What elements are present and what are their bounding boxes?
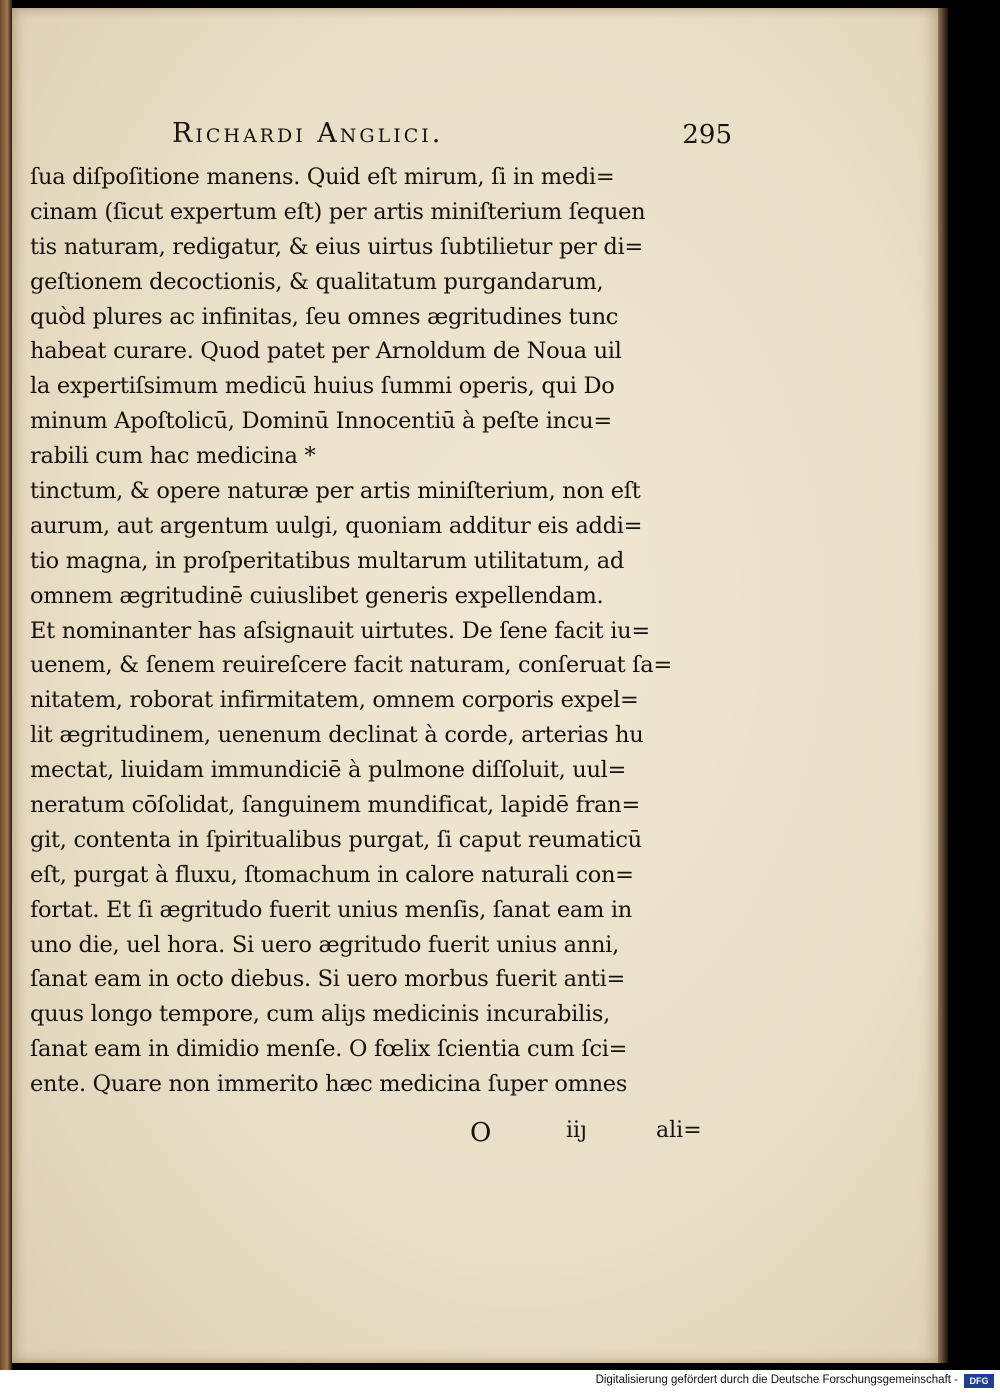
text-line: omnem ægritudinē cuiuslibet generis expellendam. [30, 582, 604, 609]
text-line: tis naturam, redigatur, & eius uirtus ſubtilietur per di= [30, 233, 643, 260]
book-page [12, 8, 938, 1363]
book-gutter-edge [0, 0, 12, 1370]
folio-number: 295 [682, 120, 732, 150]
text-line: mectat, liuidam immundiciē à pulmone diſſoluit, uul= [30, 757, 627, 784]
text-line: nitatem, roborat infirmitatem, omnem corporis expel= [30, 687, 639, 714]
text-line: tinctum, & opere naturæ per artis miniſterium, non eſt [30, 478, 641, 505]
text-line: uenem, & ſenem reuireſcere facit naturam, conſeruat ſa= [30, 652, 672, 679]
text-line: git, contenta in ſpiritualibus purgat, ſi caput reumaticū [30, 826, 642, 853]
text-line: ſanat eam in dimidio menſe. O fœlix ſcientia cum ſci= [30, 1036, 628, 1063]
text-line: lit ægritudinem, uenenum declinat à corde, arterias hu [30, 722, 644, 749]
text-line: rabili cum hac medicina * [30, 443, 316, 470]
funding-credit: Digitalisierung gefördert durch die Deutsche Forschungsgemeinschaft - [595, 1374, 958, 1386]
text-line: eſt, purgat à fluxu, ſtomachum in calore naturali con= [30, 861, 634, 888]
signature-line [470, 1118, 710, 1154]
running-title: Richardi Anglici. [172, 118, 444, 149]
text-line: tio magna, in proſperitatibus multarum utilitatum, ad [30, 547, 625, 574]
text-line: fortat. Et ſi ægritudo fuerit unius menſis, ſanat eam in [30, 896, 632, 923]
text-line: cinam (ſicut expertum eſt) per artis miniſterium ſequen [30, 198, 646, 225]
page-header [172, 118, 732, 158]
body-text [30, 160, 720, 1102]
text-line: uno die, uel hora. Si uero ægritudo fuerit unius anni, [30, 931, 619, 958]
text-line: neratum cōſolidat, ſanguinem mundificat, lapidē fran= [30, 792, 641, 819]
dfg-logo-icon: DFG [964, 1374, 994, 1388]
text-line: minum Apoſtolicū, Dominū Innocentiū à peſte incu= [30, 408, 612, 435]
text-line: ſanat eam in octo diebus. Si uero morbus fuerit anti= [30, 966, 626, 993]
text-line: quus longo tempore, cum aliȷs medicinis incurabilis, [30, 1001, 610, 1028]
text-line: quòd plures ac infinitas, ſeu omnes ægritudines tunc [30, 303, 619, 330]
signature-numeral: iiȷ [566, 1118, 587, 1143]
text-line: Et nominanter has aſsignauit uirtutes. De ſene facit iu= [30, 617, 650, 644]
catchword: ali= [656, 1118, 702, 1143]
text-line: la expertiſsimum medicū huius ſummi operis, qui Do [30, 373, 615, 400]
page-fore-edge [938, 8, 948, 1363]
credit-bar [0, 1370, 1000, 1393]
text-line: ſua diſpoſitione manens. Quid eſt mirum, ſi in medi= [30, 164, 615, 190]
text-line: habeat curare. Quod patet per Arnoldum de Noua uil [30, 338, 622, 365]
text-line: aurum, aut argentum uulgi, quoniam additur eis addi= [30, 512, 643, 539]
text-line: geſtionem decoctionis, & qualitatum purgandarum, [30, 268, 604, 295]
text-line: ente. Quare non immerito hæc medicina ſuper omnes [30, 1071, 628, 1098]
signature-mark: O [470, 1118, 492, 1148]
